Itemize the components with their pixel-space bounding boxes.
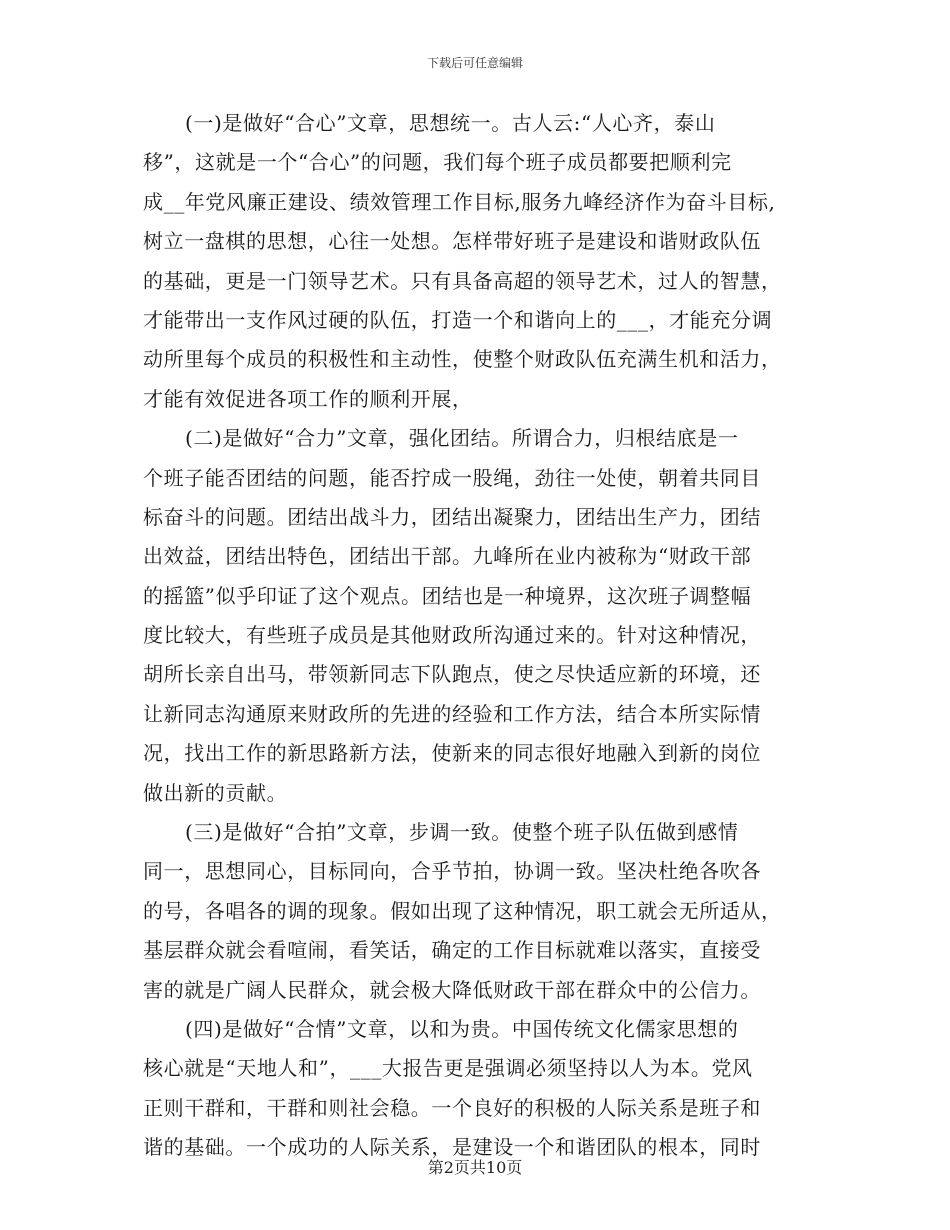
document-body <box>143 104 815 1168</box>
text-line: 做出新的贡献。 <box>143 780 288 805</box>
text-line: 度比较大，有些班子成员是其他财政所沟通过来的。针对这种情况， <box>143 623 761 648</box>
text-line: (一)是做好“合心”文章，思想统一。古人云:“人心齐，泰山 <box>185 111 716 135</box>
text-line: 让新同志沟通原来财政所的先进的经验和工作方法，结合本所实际情 <box>143 701 761 726</box>
text-line: 的号，各唱各的调的现象。假如出现了这种情况，职工就会无所适从， <box>143 898 782 923</box>
text-line: 核心就是“天地人和”，___大报告更是强调必须坚持以人为本。党风 <box>143 1056 753 1081</box>
text-line: 胡所长亲自出马，带领新同志下队跑点，使之尽快适应新的环境，还 <box>143 662 761 687</box>
page-header-note: 下载后可任意编辑 <box>426 56 523 70</box>
text-line: 同一，思想同心，目标同向，合乎节拍，协调一致。坚决杜绝各吹各 <box>143 859 761 884</box>
text-line: 出效益，团结出特色，团结出干部。九峰所在业内被称为“财政干部 <box>143 544 752 569</box>
text-line: (四)是做好“合情”文章，以和为贵。中国传统文化儒家思想的 <box>185 1016 739 1041</box>
text-line: 成__年党风廉正建设、绩效管理工作目标,服务九峰经济作为奋斗目标, <box>143 189 776 214</box>
page-number: 第2页共10页 <box>427 1158 523 1177</box>
text-line: 正则干群和，干群和则社会稳。一个良好的积极的人际关系是班子和 <box>143 1095 761 1120</box>
text-line: 树立一盘棋的思想，心往一处想。怎样带好班子是建设和谐财政队伍 <box>143 229 761 254</box>
text-line: 基层群众就会看喧闹，看笑话，确定的工作目标就难以落实，直接受 <box>143 938 761 963</box>
text-line: 移”，这就是一个“合心”的问题，我们每个班子成员都要把顺利完 <box>143 150 732 175</box>
text-line: 才能带出一支作风过硬的队伍，打造一个和谐向上的___，才能充分调 <box>143 307 773 332</box>
text-line: 才能有效促进各项工作的顺利开展， <box>143 386 473 411</box>
text-line: (二)是做好“合力”文章，强化团结。所谓合力，归根结底是一 <box>185 426 739 451</box>
text-line: 标奋斗的问题。团结出战斗力，团结出凝聚力，团结出生产力，团结 <box>143 504 761 529</box>
text-line: 况，找出工作的新思路新方法，使新来的同志很好地融入到新的岗位 <box>143 741 761 766</box>
text-line: (三)是做好“合拍”文章，步调一致。使整个班子队伍做到感情 <box>185 820 739 845</box>
text-line: 的基础，更是一门领导艺术。只有具备高超的领导艺术，过人的智慧， <box>143 268 782 293</box>
text-line: 害的就是广阔人民群众，就会极大降低财政干部在群众中的公信力。 <box>143 977 761 1002</box>
text-line: 个班子能否团结的问题，能否拧成一股绳，劲往一处使，朝着共同目 <box>143 465 761 490</box>
text-line: 的摇篮”似乎印证了这个观点。团结也是一种境界，这次班子调整幅 <box>143 583 752 608</box>
text-line: 谐的基础。一个成功的人际关系，是建设一个和谐团队的根本，同时 <box>143 1135 761 1160</box>
text-line: 动所里每个成员的积极性和主动性，使整个财政队伍充满生机和活力， <box>143 347 782 372</box>
